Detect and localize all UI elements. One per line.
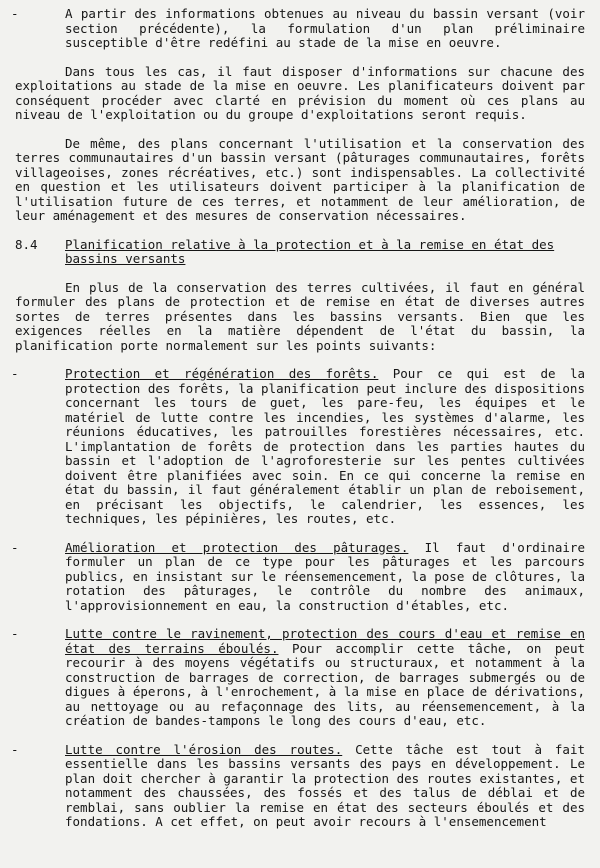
- list-item: [11, 539, 585, 614]
- list-item-text: Pour ce qui est de la protection des forêts, la planification peut inclure des dispositions concernant les tours de guet, les pare-feu, les équipes et le matériel de lutte contre les incendies, les systèmes d'alarme, les réunions éducatives, les patrouilles forestières nécessaires, etc. L'implantation de forêts de protection dans les parties hautes du bassin et l'adoption de l'agroforesterie sur les pentes cultivées doivent être planifiées avec soin. En ce qui concerne la remise en état du bassin, il faut généralement établir un plan de reboisement, en précisant les objectifs, le calendrier, les essences, les techniques, les pépinières, les routes, etc.: [65, 366, 585, 526]
- list-item: [11, 626, 585, 729]
- section-heading: [15, 238, 585, 267]
- dash-marker: -: [11, 6, 19, 21]
- intro-list-item-text: A partir des informations obtenues au niveau du bassin versant (voir section précédente), la formulation d'un plan préliminaire susceptible d'être redéfini au stade de la mise en oeuvre.: [65, 6, 585, 50]
- dash-marker: -: [11, 626, 19, 641]
- dash-marker: -: [11, 366, 19, 381]
- dash-marker: -: [11, 539, 19, 555]
- paragraph-2: De même, des plans concernant l'utilisation et la conservation des terres communautaires d'un bassin versant (pâturages communautaires, forêts villageoises, zones récréatives, etc.) sont indispensables. La collectivité en question et les utilisateurs doivent participer à la planification de l'utilisation future de ces terres, et notamment de leur amélioration, de leur aménagement et des mesures de conservation nécessaires.: [15, 135, 585, 223]
- paragraph-1: Dans tous les cas, il faut disposer d'informations sur chacune des exploitations au stade de la mise en oeuvre. Les planificateurs doivent par conséquent procéder avec clarté en prévision du moment où ces plans au niveau de l'exploitation ou du groupe d'exploitations seront requis.: [15, 63, 585, 122]
- list-item: [11, 741, 585, 830]
- list-item: [11, 366, 585, 527]
- list-item-text: Cette tâche est tout à fait essentielle dans les bassins versants des pays en développement. Le plan doit chercher à garantir la protection des routes existantes, et notamment des chaussées, des fossés et des talus de déblai et de remblai, sans oublier la remise en état des secteurs éboulés et des fondations. A cet effet, on peut avoir recours à l'ensemencement: [65, 741, 585, 829]
- section-title: Planification relative à la protection et à la remise en état des bassins versants: [65, 236, 555, 266]
- list-item-text: Pour accomplir cette tâche, on peut recourir à des moyens végétatifs ou structuraux, et notamment à la construction de barrages de correction, de barrages submergés ou de digues à éperons, à l'enrochement, à la mise en place de dérivations, au nettoyage ou au refaçonnage des lits, au réensemencement, à la création de bandes-tampons le long des cours d'eau, etc.: [65, 640, 585, 728]
- dash-marker: -: [11, 741, 19, 757]
- section-number: 8.4: [15, 236, 38, 252]
- paragraph-3: En plus de la conservation des terres cultivées, il faut en général formuler des plans de protection et de remise en état de diverses autres sortes de terres présentes dans les bassins versants. Bien que les exigences réelles en la matière dépendent de l'état du bassin, la planification porte normalement sur les points suivants:: [15, 279, 585, 353]
- list-item-lead: Lutte contre le ravinement, protection des cours d'eau et remise en état des terrains éboulés.: [65, 626, 585, 656]
- list-item-text: Il faut d'ordinaire formuler un plan de ce type pour les pâturages et les parcours publics, en insistant sur le réensemencement, la pose de clôtures, la rotation des pâturages, le contrôle du nombre des animaux, l'approvisionnement en eau, la construction d'étables, etc.: [65, 539, 585, 613]
- intro-list-item: [11, 6, 585, 51]
- list-item-lead: Amélioration et protection des pâturages.: [65, 539, 409, 555]
- list-item-lead: Protection et régénération des forêts.: [65, 366, 379, 381]
- list-item-lead: Lutte contre l'érosion des routes.: [65, 741, 343, 757]
